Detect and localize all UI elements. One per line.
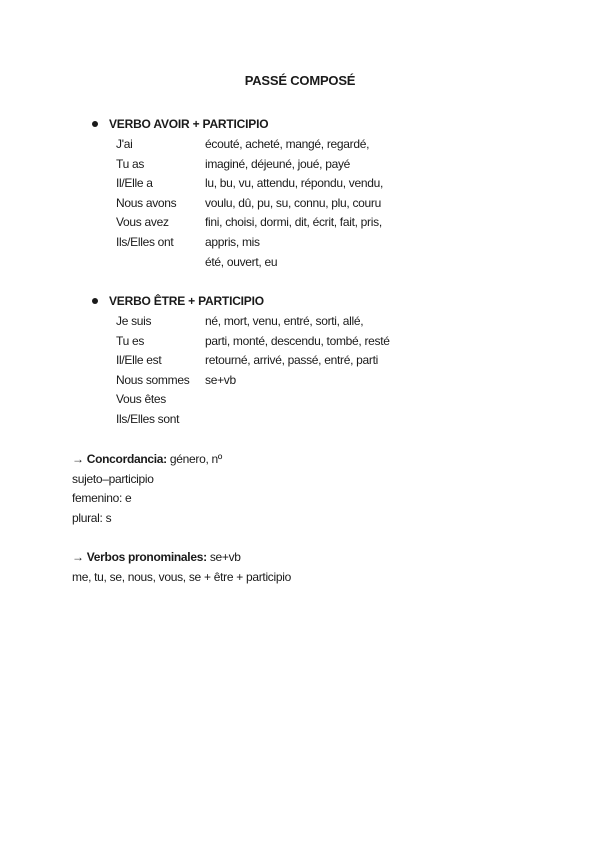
etre-participles: né, mort, venu, entré, sorti, allé, (205, 314, 364, 328)
etre-pronoun: Je suis (116, 314, 152, 328)
avoir-heading-text: VERBO AVOIR + PARTICIPIO (109, 117, 269, 131)
concordancia-line: plural: s (72, 511, 112, 525)
etre-participles: se+vb (205, 373, 236, 387)
bullet-icon (92, 121, 98, 127)
concordancia-heading (72, 452, 222, 466)
pronominales-text: se+vb (206, 550, 241, 564)
concordancia-text: género, nº (166, 452, 222, 466)
avoir-participles: lu, bu, vu, attendu, répondu, vendu, (205, 176, 384, 190)
avoir-pronoun: Tu as (116, 157, 145, 171)
avoir-participles: été, ouvert, eu (205, 255, 278, 269)
avoir-pronoun: J'ai (116, 137, 133, 151)
avoir-pronoun: Il/Elle a (116, 176, 153, 190)
pronominales-line: me, tu, se, nous, vous, se + être + participio (72, 570, 291, 584)
avoir-participles: écouté, acheté, mangé, regardé, (205, 137, 370, 151)
pronominales-label: Verbos pronominales: (86, 550, 207, 564)
avoir-pronoun: Nous avons (116, 196, 177, 210)
etre-heading-text: VERBO ÊTRE + PARTICIPIO (109, 294, 264, 308)
pronominales-heading (72, 550, 241, 564)
page-title: PASSÉ COMPOSÉ (244, 73, 356, 88)
concordancia-line: sujeto–participio (72, 472, 154, 486)
avoir-participles: imaginé, déjeuné, joué, payé (205, 157, 351, 171)
bullet-icon (92, 298, 98, 304)
avoir-heading (92, 117, 268, 131)
etre-participles: retourné, arrivé, passé, entré, parti (205, 353, 378, 367)
avoir-pronoun: Vous avez (116, 215, 169, 229)
concordancia-line: femenino: e (72, 491, 132, 505)
concordancia-label: Concordancia: (86, 452, 167, 466)
avoir-participles: voulu, dû, pu, su, connu, plu, couru (205, 196, 381, 210)
etre-pronoun: Ils/Elles sont (116, 412, 180, 426)
avoir-pronoun: Ils/Elles ont (116, 235, 174, 249)
etre-pronoun: Vous êtes (116, 392, 167, 406)
arrow-right-icon: → (72, 550, 84, 564)
etre-pronoun: Nous sommes (116, 373, 190, 387)
etre-pronoun: Tu es (116, 334, 145, 348)
arrow-right-icon: → (72, 452, 84, 466)
avoir-participles: fini, choisi, dormi, dit, écrit, fait, pris, (205, 215, 382, 229)
avoir-participles: appris, mis (205, 235, 260, 249)
etre-participles: parti, monté, descendu, tombé, resté (205, 334, 390, 348)
etre-pronoun: Il/Elle est (116, 353, 162, 367)
etre-heading (92, 294, 264, 308)
